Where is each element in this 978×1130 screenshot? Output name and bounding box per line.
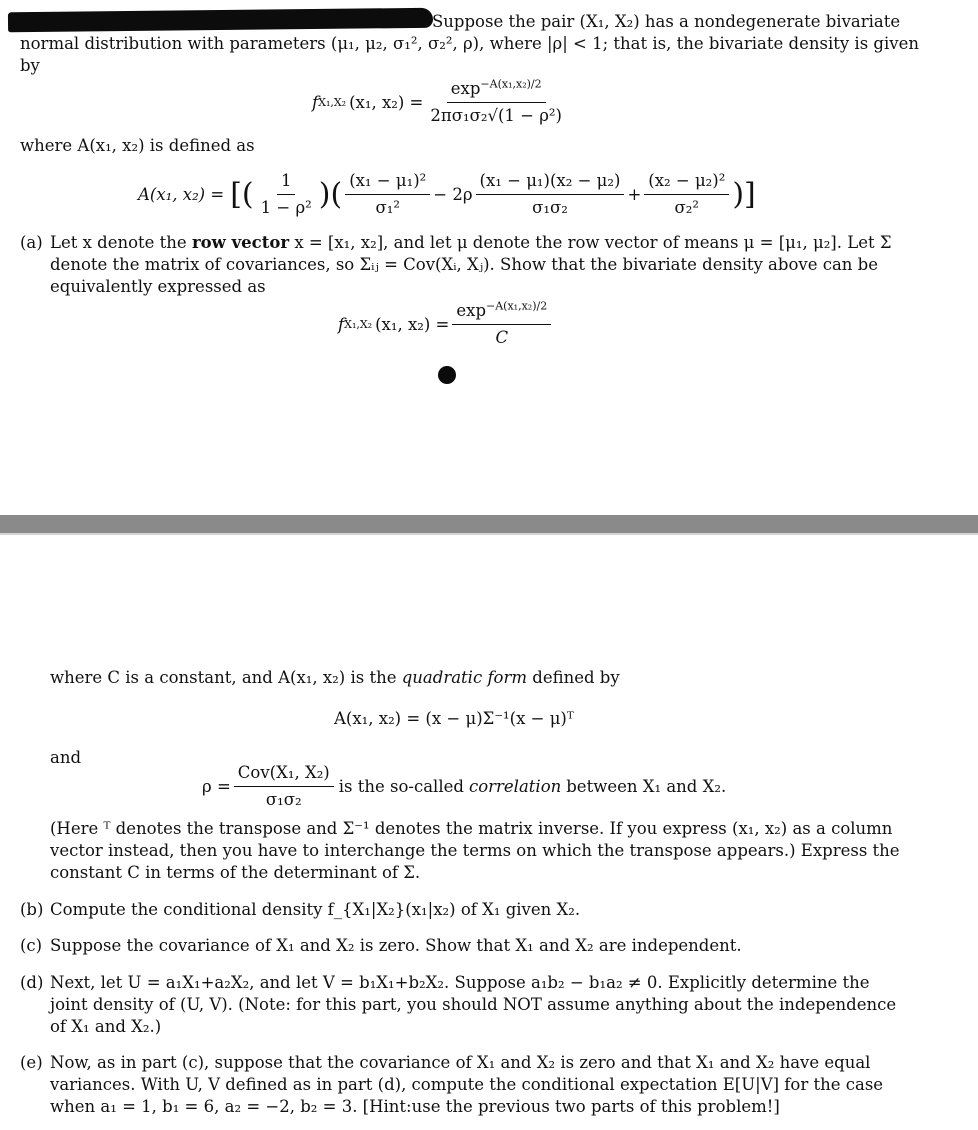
eq3-fraction xyxy=(452,300,551,349)
rho-lhs: ρ = xyxy=(202,776,231,796)
eq2-frac3-den: σ₁σ₂ xyxy=(532,198,568,217)
where-a-text: where A(x₁, x₂) is defined as xyxy=(20,136,255,155)
redaction-bar xyxy=(8,8,433,32)
quadratic-form-equation: A(x₁, x₂) = (x − μ)Σ⁻¹(x − μ)ᵀ xyxy=(334,709,574,728)
and-text: and xyxy=(50,748,82,767)
eq2-frac1 xyxy=(257,170,316,219)
part-a-line-1-pre: Let x denote the xyxy=(50,233,187,252)
eq2-frac3-num: (x₁ − μ₁)(x₂ − μ₂) xyxy=(476,170,625,195)
here-line-3: constant C in terms of the determinant of Σ. xyxy=(50,863,421,882)
part-e-line-2: variances. With U, V defined as in part (d), compute the conditional expectation E[U|V] for the case xyxy=(50,1075,884,1094)
quadratic-form-term: quadratic form xyxy=(401,668,528,687)
here-line-1: (Here ᵀ denotes the transpose and Σ⁻¹ denotes the matrix inverse. If you express (x₁, x₂) as a column xyxy=(50,819,893,838)
intro-line-2: normal distribution with parameters (μ₁, μ₂, σ₁², σ₂², ρ), where |ρ| < 1; that is, the bivariate density is given xyxy=(20,34,919,53)
page-divider-shadow xyxy=(0,533,978,535)
part-b-label: (b) xyxy=(20,900,44,919)
eq2-mid: − 2ρ xyxy=(433,184,473,204)
eq2-frac4-num: (x₂ − μ₂)² xyxy=(644,170,729,195)
here-line-2: vector instead, then you have to interchange the terms on which the transpose appears.) Express the xyxy=(50,841,900,860)
eq2-frac1-num: 1 xyxy=(277,170,296,195)
part-d-label: (d) xyxy=(20,973,44,992)
eq2-frac1-den: 1 − ρ² xyxy=(260,198,312,217)
eq1-exp-sup: −A(x₁,x₂)/2 xyxy=(480,77,542,91)
part-d-line-2: joint density of (U, V). (Note: for this part, you should NOT assume anything about the independence xyxy=(50,995,897,1014)
part-b-text: Compute the conditional density f_{X₁|X₂}(x₁|x₂) of X₁ given X₂. xyxy=(50,900,581,919)
rho-num: Cov(X₁, X₂) xyxy=(234,762,334,787)
page-divider xyxy=(0,515,978,533)
eq2-frac4 xyxy=(644,170,729,219)
eq1-exp: exp xyxy=(450,79,481,98)
eq1-f: f xyxy=(312,92,319,112)
intro-line-3: by xyxy=(20,56,40,75)
where-c-text xyxy=(50,667,620,689)
rho-den: σ₁σ₂ xyxy=(265,790,302,809)
eq2-frac3 xyxy=(476,170,625,219)
eq2-lhs: A(x₁, x₂) = xyxy=(138,184,225,204)
part-d-line-1: Next, let U = a₁X₁+a₂X₂, and let V = b₁X₁+b₂X₂. Suppose a₁b₂ − b₁a₂ ≠ 0. Explicitly determine the xyxy=(50,973,870,992)
eq2-frac2-num: (x₁ − μ₁)² xyxy=(345,170,430,195)
eq2-frac4-den: σ₂² xyxy=(674,198,700,217)
eq3-exp-sup: −A(x₁,x₂)/2 xyxy=(486,299,548,313)
eq1-fraction xyxy=(426,78,566,127)
part-d-line-3: of X₁ and X₂.) xyxy=(50,1017,162,1036)
part-e-line-1: Now, as in part (c), suppose that the covariance of X₁ and X₂ is zero and that X₁ and X₂ have equal xyxy=(50,1053,871,1072)
intro-line-1: Suppose the pair (X₁, X₂) has a nondegenerate bivariate xyxy=(432,12,901,31)
eq2-frac2 xyxy=(345,170,430,219)
where-c-post: defined by xyxy=(532,668,620,687)
rho-post-post: between X₁ and X₂. xyxy=(566,776,727,796)
ink-dot xyxy=(438,366,456,384)
part-a-row-vector: row vector xyxy=(191,233,290,252)
eq3-denominator: C xyxy=(495,328,509,347)
part-a-line-1 xyxy=(50,232,892,254)
rho-post-pre: is the so-called xyxy=(338,776,464,796)
eq1-args: (x₁, x₂) = xyxy=(349,92,424,112)
density-equation: f X₁,X₂ (x₁, x₂) = $\frac{\exp^{-A(x_1,x_2)/2}}{\text{2πσ₁σ₂√(1 − ρ²)}}$ xyxy=(312,78,569,127)
where-c-pre: where C is a constant, and A(x₁, x₂) is the xyxy=(50,668,397,687)
eq3-args: (x₁, x₂) = xyxy=(375,314,450,334)
a-definition-equation: A(x₁, x₂) = [( $\frac{1}{\text{1 − ρ²}}$ )( $\frac{\text{(x₁ − μ₁)²}}{\text{σ₁²}}$ − 2ρ $\frac{\text{(x₁ − μ₁)(x₂ − μ₂)}}{\text{σ₁σ₂}}$ + $\frac{\text{(x₂ − μ₂)²}}{\text{σ₂²}}$ )] xyxy=(138,171,756,217)
eq2-plus: + xyxy=(627,184,642,204)
eq3-exp: exp xyxy=(456,301,487,320)
part-a-label: (a) xyxy=(20,233,43,252)
density-c-equation: f X₁,X₂ (x₁, x₂) = $\frac{\exp^{-A(x_1,x_2)/2}}{C}$ xyxy=(338,300,554,349)
part-e-label: (e) xyxy=(20,1053,43,1072)
part-c-label: (c) xyxy=(20,936,43,955)
part-c-text: Suppose the covariance of X₁ and X₂ is zero. Show that X₁ and X₂ are independent. xyxy=(50,936,742,955)
part-a-line-1-post: x = [x₁, x₂], and let μ denote the row vector of means μ = [μ₁, μ₂]. Let Σ xyxy=(294,233,892,252)
eq2-frac2-den: σ₁² xyxy=(375,198,400,217)
eq1-denominator: 2πσ₁σ₂√(1 − ρ²) xyxy=(430,106,562,125)
rho-definition xyxy=(202,762,726,811)
part-e-line-3: when a₁ = 1, b₁ = 6, a₂ = −2, b₂ = 3. [Hint:use the previous two parts of this problem!] xyxy=(50,1097,780,1116)
eq3-f: f xyxy=(338,314,345,334)
correlation-term: correlation xyxy=(468,776,562,796)
part-a-line-3: equivalently expressed as xyxy=(50,277,266,296)
rho-fraction xyxy=(234,762,334,811)
part-a-line-2: denote the matrix of covariances, so Σᵢⱼ = Cov(Xᵢ, Xⱼ). Show that the bivariate density above can be xyxy=(50,255,878,274)
